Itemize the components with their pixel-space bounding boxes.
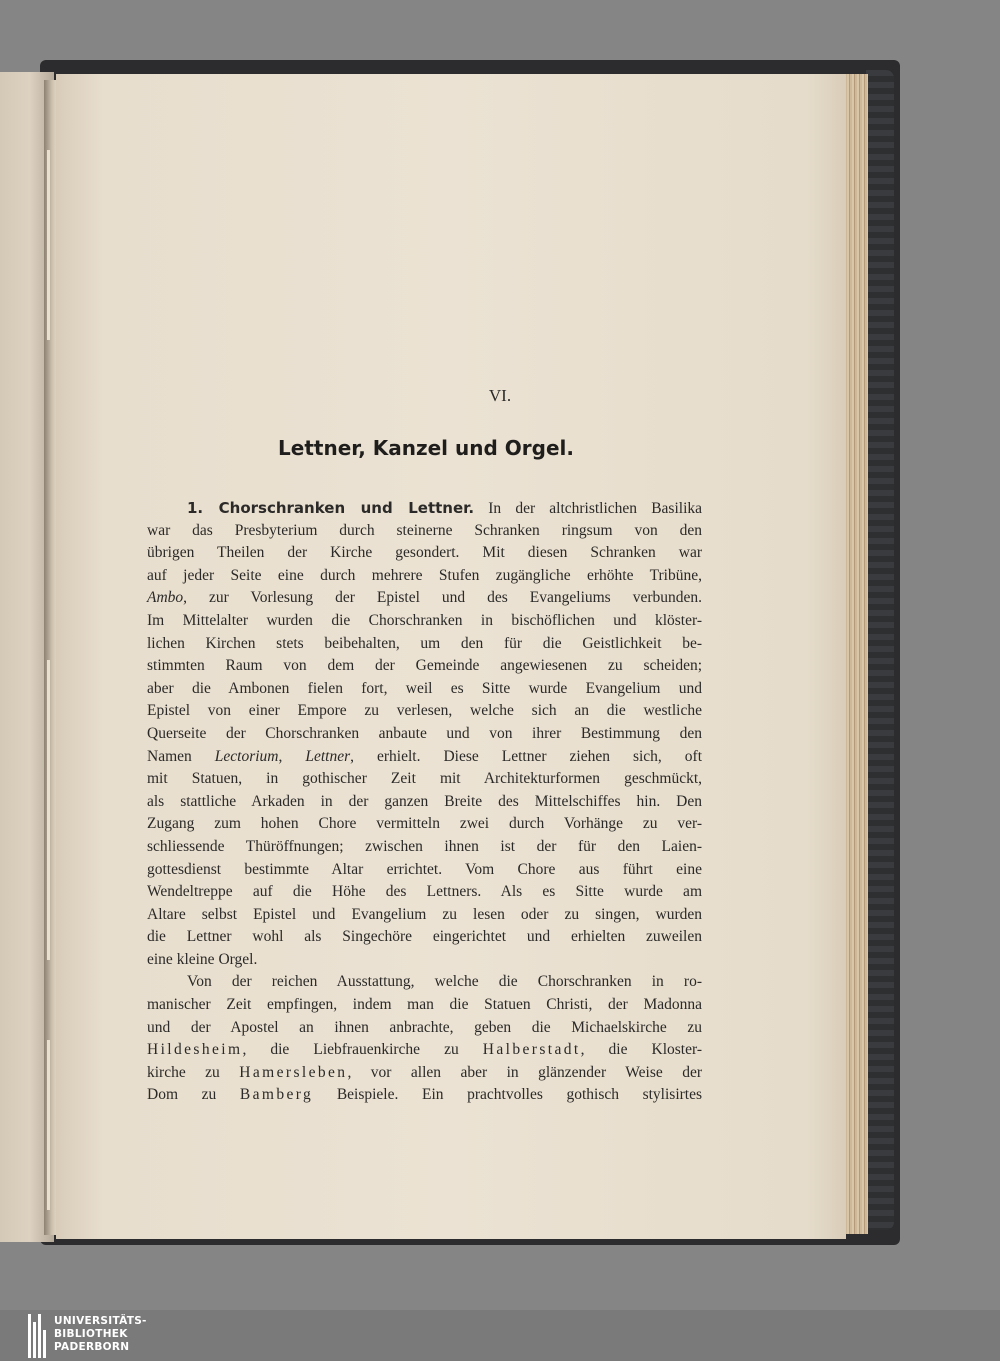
body-text <box>147 497 702 1107</box>
binding-thread <box>47 150 50 340</box>
text-line: stimmten Raum von dem der Gemeinde angewiesenen zu scheiden; <box>147 657 702 675</box>
text-line: und der Apostel an ihnen anbrachte, geben die Michaelskirche zu <box>147 1018 702 1036</box>
logo-line-1: UNIVERSITÄTS- <box>54 1315 147 1327</box>
text-line: Zugang zum hohen Chore vermitteln zwei durch Vorhänge zu ver- <box>147 815 702 833</box>
text-line: Wendeltreppe auf die Höhe des Lettners. Als es Sitte wurde am <box>147 883 702 901</box>
library-logo-icon <box>28 1314 48 1358</box>
text-line: aber die Ambonen fielen fort, weil es Sitte wurde Evangelium und <box>147 679 702 697</box>
text-line: Hildesheim, die Liebfrauenkirche zu Halberstadt, die Kloster- <box>147 1041 703 1059</box>
text-line: als stattliche Arkaden in der ganzen Breite des Mittelschiffes hin. Den <box>147 792 702 810</box>
spaced-place-name: Hildesheim <box>147 1041 243 1059</box>
text-line: übrigen Theilen der Kirche gesondert. Mit diesen Schranken war <box>147 544 702 562</box>
binding-thread <box>47 660 50 960</box>
spaced-place-name: Halberstadt <box>482 1041 581 1059</box>
binding-thread <box>47 1040 50 1210</box>
text-line: Namen Lectorium, Lettner, erhielt. Diese Lettner ziehen sich, oft <box>147 747 703 765</box>
text-line: lichen Kirchen stets beibehalten, um den für die Geistlichkeit be- <box>147 634 702 652</box>
section-heading: 1. Chorschranken und Lettner. <box>187 499 475 517</box>
library-logo-text <box>54 1315 147 1354</box>
spaced-place-name: Hamersleben <box>239 1063 348 1081</box>
text-line: 1. Chorschranken und Lettner. In der altchristlichen Basilika <box>187 499 703 517</box>
text-line: Epistel von einer Empore zu verlesen, welche sich an die westliche <box>147 702 702 720</box>
text-line: gottesdienst bestimmte Altar errichtet. Vom Chore aus führt eine <box>147 860 702 878</box>
italic-term: Ambo <box>147 589 184 607</box>
text-line: die Lettner wohl als Singechöre eingerichtet und erhielten zuweilen <box>147 928 702 946</box>
italic-term: Lettner <box>305 747 351 765</box>
chapter-title: Lettner, Kanzel und Orgel. <box>278 436 574 460</box>
text-line: manischer Zeit empfingen, indem man die Statuen Christi, der Madonna <box>147 996 702 1014</box>
text-line: Querseite der Chorschranken anbaute und von ihrer Bestimmung den <box>147 724 702 742</box>
text-line: Im Mittelalter wurden die Chorschranken in bischöflichen und klöster- <box>147 611 702 629</box>
library-logo <box>28 1314 148 1358</box>
text-line: mit Statuen, in gothischer Zeit mit Architekturformen geschmückt, <box>147 770 702 788</box>
book-cover-edge <box>866 70 894 1230</box>
chapter-numeral: VI. <box>488 386 512 405</box>
text-line: Ambo, zur Vorlesung der Epistel und des Evangeliums verbunden. <box>147 589 702 607</box>
logo-line-2: BIBLIOTHEK <box>54 1328 128 1340</box>
text-line: auf jeder Seite eine durch mehrere Stufen zugängliche erhöhte Tribüne, <box>147 566 702 584</box>
spaced-place-name: Bamberg <box>239 1086 314 1104</box>
text-line: Altare selbst Epistel und Evangelium zu lesen oder zu singen, wurden <box>147 905 702 923</box>
text-line: schliessende Thüröffnungen; zwischen ihnen ist der für den Laien- <box>147 837 702 855</box>
text-line: eine kleine Orgel. <box>147 950 258 968</box>
logo-line-3: PADERBORN <box>54 1341 130 1353</box>
footer-bar <box>0 1310 1000 1361</box>
text-line: kirche zu Hamersleben, vor allen aber in glänzender Weise der <box>147 1063 703 1081</box>
text-line: war das Presbyterium durch steinerne Schranken ringsum von den <box>147 521 702 539</box>
italic-term: Lectorium <box>214 747 279 765</box>
text-line: Von der reichen Ausstattung, welche die Chorschranken in ro- <box>187 973 702 991</box>
text-line: Dom zu Bamberg Beispiele. Ein prachtvolles gothisch stylisirtes <box>147 1086 703 1104</box>
